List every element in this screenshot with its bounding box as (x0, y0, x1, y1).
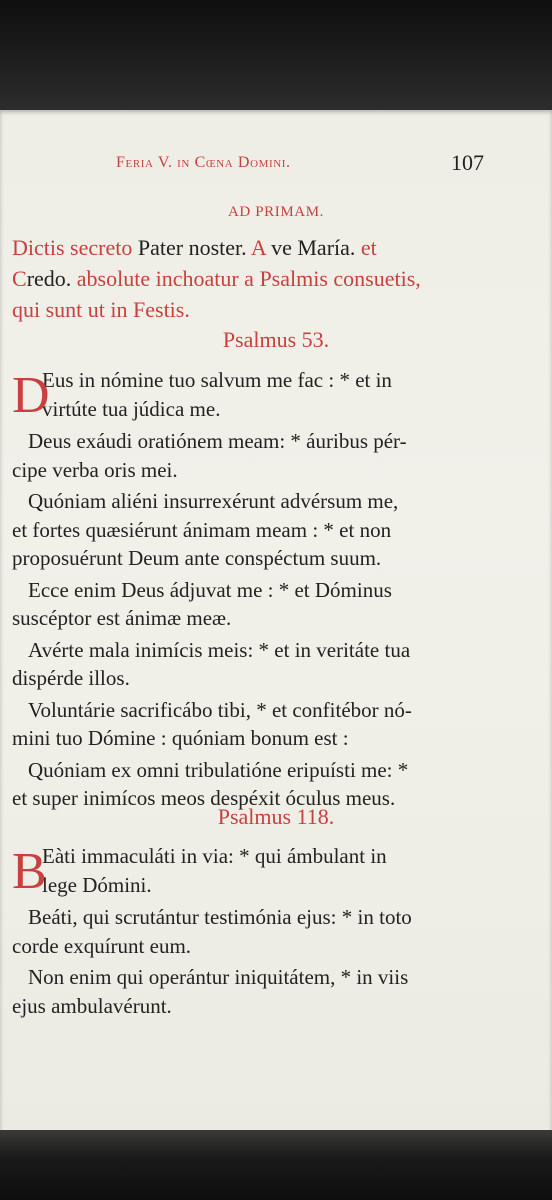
psalm-title: Psalmus 53. (222, 327, 330, 352)
verse-line: proposuérunt Deum ante conspéctum suum. (12, 546, 382, 570)
psalm-title: Psalmus 118. (217, 804, 335, 829)
verse-line: suscéptor est ánimæ meæ. (12, 606, 232, 630)
verse-line: mini tuo Dómine : quóniam bonum est : (12, 726, 349, 750)
verse-line: Eàti immaculáti in via: * qui ámbulant in (42, 844, 387, 868)
rubric (12, 232, 532, 325)
verse (12, 576, 532, 633)
verse (12, 427, 532, 484)
rubric-line-2 (12, 263, 532, 294)
rubric-prayer-text: ater noster. (150, 235, 251, 260)
rubric-prayer-text: ve María. (265, 235, 361, 260)
rubric-line-1 (12, 232, 532, 263)
rubric-text: et (360, 235, 377, 260)
verse-line: Deus exáudi oratiónem meam: * áuribus pér- (28, 429, 407, 453)
verse-line: dispérde illos. (12, 666, 130, 690)
rubric-initial: A (250, 235, 266, 260)
verse-line: Voluntárie sacrificábo tibi, * et confitébor nó- (28, 697, 412, 722)
background-bottom-shadow (0, 1130, 552, 1200)
rubric-text: absolute inchoatur a Psalmis consuetis, (71, 266, 421, 291)
running-head (0, 150, 552, 178)
verse-line: ejus ambulavérunt. (12, 993, 172, 1018)
verse-line: corde exquírunt eum. (12, 933, 192, 958)
verse-line: Eus in nómine tuo salvum me fac : * et in (42, 368, 392, 392)
background-top-shadow (0, 0, 552, 112)
verse (12, 366, 532, 424)
verse (12, 842, 532, 900)
rubric-line-3: qui sunt ut in Festis. (12, 297, 190, 322)
verse-line: Quóniam aliéni insurrexérunt advérsum me, (28, 489, 399, 513)
verse-line: et super inimícos meos despéxit óculus meus. (12, 786, 396, 810)
rubric-text: Dictis secreto (12, 235, 138, 260)
verse-line: Ecce enim Deus ádjuvat me : * et Dóminus (28, 577, 392, 602)
verse (12, 487, 532, 573)
verse-line: et fortes quæsiérunt ánimam meam : * et non (12, 517, 392, 542)
verse-line: lege Dómini. (42, 872, 152, 897)
psalm-verses (12, 842, 532, 1023)
page-number: 107 (451, 150, 484, 175)
section-heading: AD PRIMAM. (227, 204, 324, 220)
rubric-initial: P (137, 235, 151, 260)
drop-cap: B (12, 843, 47, 900)
verse-line: Avérte mala inimícis meis: * et in veritáte tua (28, 637, 411, 662)
drop-cap: D (12, 367, 50, 424)
verse-line: Beáti, qui scrutántur testimónia ejus: * in toto (28, 905, 412, 929)
verse (12, 636, 532, 693)
verse-line: Non enim qui operántur iniquitátem, * in viis (28, 965, 409, 989)
running-head-title: Feria V. in Cœna Domini. (116, 154, 291, 171)
verse-line: cipe verba oris mei. (12, 457, 178, 482)
verse-line: Quóniam ex omni tribulatióne eripuísti me: * (28, 757, 409, 782)
verse (12, 903, 532, 960)
psalm-verses (12, 366, 532, 816)
verse (12, 963, 532, 1020)
verse (12, 696, 532, 753)
verse-line: virtúte tua júdica me. (42, 396, 221, 421)
rubric-initial: C (12, 266, 27, 291)
rubric-prayer-text: redo. (26, 266, 72, 291)
